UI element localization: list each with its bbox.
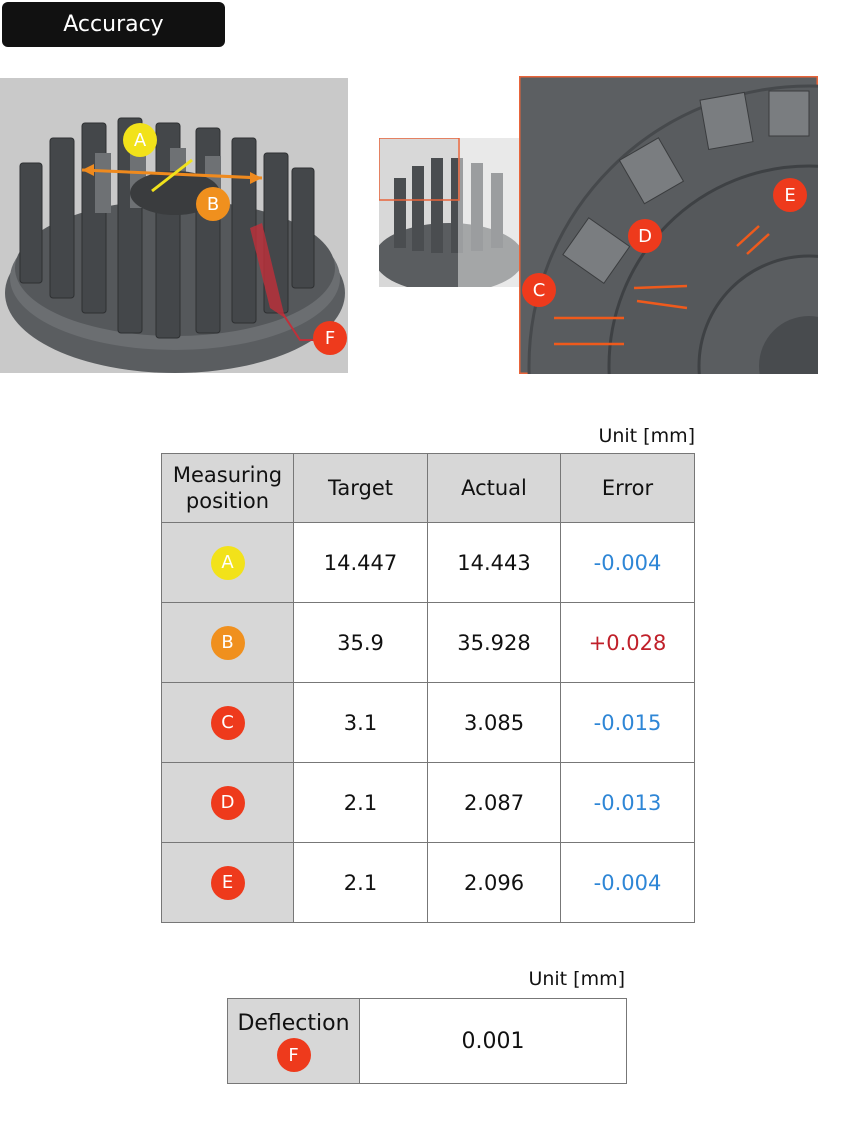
marker-c-icon: C bbox=[211, 706, 245, 740]
deflection-value: 0.001 bbox=[360, 999, 627, 1084]
target-cell: 2.1 bbox=[294, 843, 428, 923]
table-row bbox=[162, 763, 695, 843]
zoom-detail-image bbox=[519, 76, 818, 374]
error-cell: -0.004 bbox=[561, 523, 695, 603]
marker-f-icon: F bbox=[277, 1038, 311, 1072]
deflection-table bbox=[227, 998, 627, 1084]
accuracy-unit-label: Unit [mm] bbox=[598, 425, 695, 447]
deflection-unit-label: Unit [mm] bbox=[528, 968, 625, 990]
marker-f-icon: F bbox=[313, 321, 347, 355]
error-cell: +0.028 bbox=[561, 603, 695, 683]
error-cell: -0.015 bbox=[561, 683, 695, 763]
target-cell: 3.1 bbox=[294, 683, 428, 763]
marker-a-icon: A bbox=[211, 546, 245, 580]
part-thumbnail-image bbox=[379, 138, 519, 287]
actual-cell: 35.928 bbox=[428, 603, 561, 683]
marker-e-icon: E bbox=[211, 866, 245, 900]
position-cell bbox=[162, 603, 294, 683]
table-header-row bbox=[162, 454, 695, 523]
part-render-image bbox=[0, 78, 348, 373]
table-row bbox=[162, 523, 695, 603]
deflection-label-cell bbox=[228, 999, 360, 1084]
accuracy-table bbox=[161, 453, 695, 923]
deflection-label: Deflection bbox=[237, 1010, 350, 1036]
position-cell bbox=[162, 523, 294, 603]
target-cell: 35.9 bbox=[294, 603, 428, 683]
position-cell bbox=[162, 843, 294, 923]
error-cell: -0.004 bbox=[561, 843, 695, 923]
table-row bbox=[162, 843, 695, 923]
actual-cell: 2.096 bbox=[428, 843, 561, 923]
position-cell bbox=[162, 763, 294, 843]
actual-cell: 2.087 bbox=[428, 763, 561, 843]
marker-b-icon: B bbox=[196, 187, 230, 221]
table-row bbox=[162, 683, 695, 763]
marker-e-icon: E bbox=[773, 178, 807, 212]
actual-cell: 14.443 bbox=[428, 523, 561, 603]
error-cell: -0.013 bbox=[561, 763, 695, 843]
header-error: Error bbox=[561, 454, 695, 523]
target-cell: 2.1 bbox=[294, 763, 428, 843]
header-target: Target bbox=[294, 454, 428, 523]
header-actual: Actual bbox=[428, 454, 561, 523]
actual-cell: 3.085 bbox=[428, 683, 561, 763]
header-measuring-position: Measuring position bbox=[162, 454, 294, 523]
section-title: Accuracy bbox=[2, 2, 225, 47]
marker-b-icon: B bbox=[211, 626, 245, 660]
marker-d-icon: D bbox=[628, 219, 662, 253]
target-cell: 14.447 bbox=[294, 523, 428, 603]
table-row bbox=[228, 999, 627, 1084]
marker-a-icon: A bbox=[123, 123, 157, 157]
table-row bbox=[162, 603, 695, 683]
position-cell bbox=[162, 683, 294, 763]
marker-c-icon: C bbox=[522, 273, 556, 307]
marker-d-icon: D bbox=[211, 786, 245, 820]
